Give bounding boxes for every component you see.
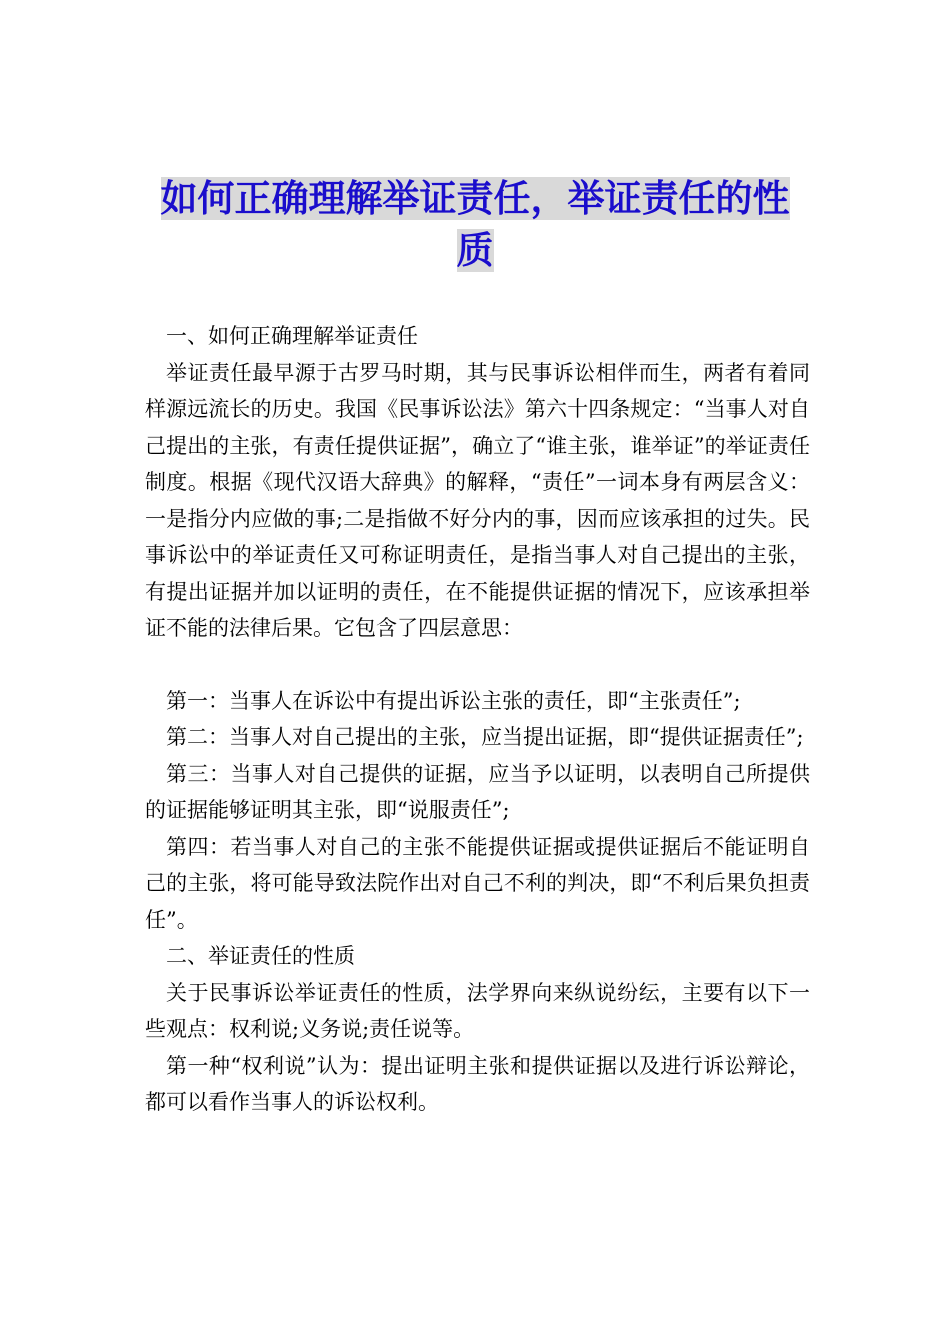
paragraph-intro: 举证责任最早源于古罗马时期，其与民事诉讼相伴而生，两者有着同样源远流长的历史。我国《民事诉讼法》第六十四条规定：“当事人对自己提出的主张，有责任提供证据”，确立了“谁主张，谁举证”的举证责任制度。根据《现代汉语大辞典》的解释，“责任”一词本身有两层含义：一是指分内应做的事;二是指做不好分内的事，因而应该承担的过失。民事诉讼中的举证责任又可称证明责任，是指当事人对自己提出的主张，有提出证据并加以证明的责任，在不能提供证据的情况下，应该承担举证不能的法律后果。它包含了四层意思： [145,360,810,640]
paragraph-rights-theory: 第一种“权利说”认为：提出证明主张和提供证据以及进行诉讼辩论，都可以看作当事人的诉讼权利。 [145,1053,810,1114]
document-title-line1-text: 如何正确理解举证责任，举证责任的性 [160,177,790,220]
paragraph-point-1: 第一：当事人在诉讼中有提出诉讼主张的责任，即“主张责任”; [166,688,741,713]
paragraph-point-4: 第四：若当事人对自己的主张不能提供证据或提供证据后不能证明自己的主张，将可能导致法院作出对自己不利的判决，即“不利后果负担责任”。 [145,834,810,932]
paragraph-point-2: 第二：当事人对自己提出的主张，应当提出证据，即“提供证据责任”; [166,725,804,749]
document-body [145,318,810,1121]
document-title-line2-text: 质 [456,229,494,272]
document-title-line1 [140,174,810,224]
paragraph-point-3: 第三：当事人对自己提供的证据，应当予以证明，以表明自己所提供的证据能够证明其主张，即“说服责任”; [145,761,810,822]
document-title-line2 [140,226,810,276]
paragraph-nature-intro: 关于民事诉讼举证责任的性质，法学界向来纵说纷纭，主要有以下一些观点：权利说;义务说;责任说等。 [145,980,810,1041]
section-heading-1: 一、如何正确理解举证责任 [166,324,418,348]
section-heading-2: 二、举证责任的性质 [166,944,355,968]
